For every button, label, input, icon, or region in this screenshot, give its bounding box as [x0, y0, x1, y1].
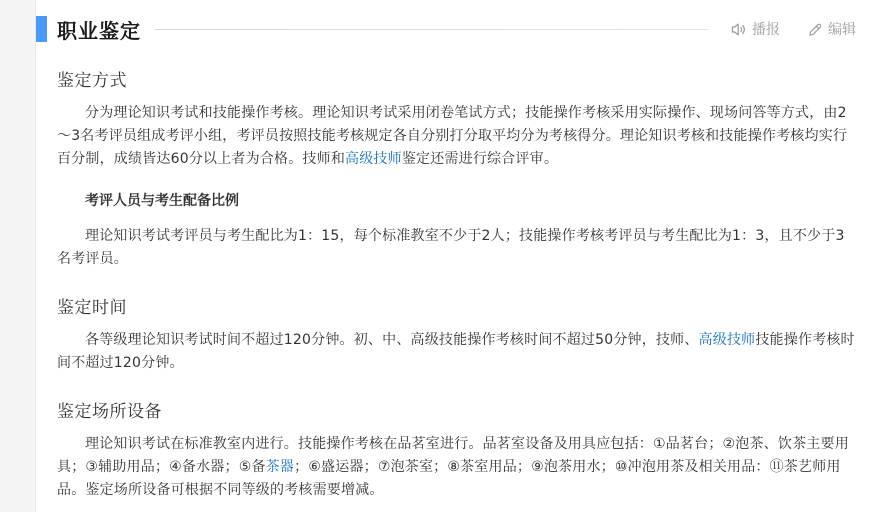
subsection-heading-venue-equipment: 鉴定场所设备: [57, 402, 162, 422]
paragraph: [57, 329, 856, 375]
term-link[interactable]: 茶器: [265, 459, 295, 475]
subsection-heading-appraisal-method: 鉴定方式: [57, 71, 127, 91]
title-accent-marker: [36, 16, 47, 42]
speaker-icon: [730, 21, 747, 38]
text-segment: 理论知识考试考评员与考生配比为1：15，每个标准教室不少于2人；技能操作考核考评员与考生配比为1：3，且不少于3名考评员。: [57, 228, 845, 267]
edit-button[interactable]: [808, 19, 856, 39]
left-gutter: [0, 0, 36, 512]
term-link[interactable]: 高级技师: [345, 151, 402, 167]
text-segment: 理论知识考试在标准教室内进行。技能操作考核在品茗室进行。品茗室设备及用具应包括：①品茗台；②泡茶、饮茶主要用具；③辅助用品；④备水器；⑤备: [57, 436, 849, 475]
header-tools: [730, 19, 856, 39]
play-audio-button[interactable]: [730, 19, 780, 39]
sub-subsection-heading-ratio: 考评人员与考生配备比例: [85, 193, 239, 209]
title-divider: [155, 29, 708, 30]
section-header: [36, 14, 856, 44]
play-audio-label: 播报: [752, 22, 780, 38]
article-body: [36, 66, 856, 502]
section-title: 职业鉴定: [57, 18, 141, 43]
paragraph: [57, 433, 856, 502]
paragraph: [57, 102, 856, 171]
term-link[interactable]: 高级技师: [698, 332, 756, 348]
text-segment: 鉴定还需进行综合评审。: [401, 151, 559, 167]
pencil-icon: [808, 22, 823, 37]
text-segment: 分为理论知识考试和技能操作考核。理论知识考试采用闭卷笔试方式；技能操作考核采用实际操作、现场问答等方式，由2～3名考评员组成考评小组，考评员按照技能考核规定各自分别打分取平均分为考核得分。理论知识考核和技能操作考核均实行百分制，成绩皆达60分以上者为合格。技师和: [57, 105, 848, 167]
subsection-heading-appraisal-time: 鉴定时间: [57, 298, 127, 318]
text-segment: 技能操作考核时间不超过120分钟。: [57, 332, 855, 371]
text-segment: ；⑥盛运器；⑦泡茶室；⑧茶室用品；⑨泡茶用水；⑩冲泡用茶及相关用品：⑪茶艺师用品。鉴定场所设备可根据不同等级的考核需要增减。: [57, 459, 841, 498]
paragraph: [57, 225, 856, 271]
edit-label: 编辑: [828, 22, 856, 38]
text-segment: 各等级理论知识考试时间不超过120分钟。初、中、高级技能操作考核时间不超过50分钟，技师、: [85, 332, 699, 348]
article-content: [36, 0, 872, 512]
